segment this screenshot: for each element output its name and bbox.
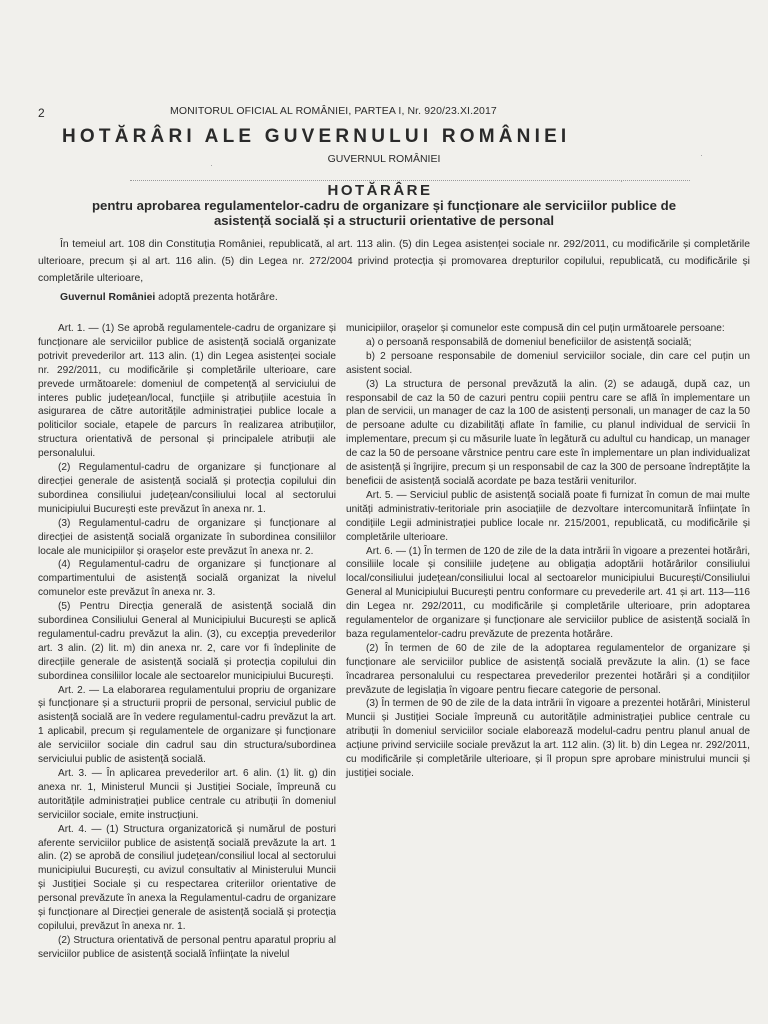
paragraph: Art. 6. — (1) În termen de 120 de zile de la data intrării în vigoare a prezentei hotărâri, consiliile locale și consiliile județene au obligația adoptării hotărârilor consiliului local/consiliului județean/consiliului local al sectoarelor municipiului București/Consiliului General al Municipiului București pentru conformare cu prevederile art. 41 și art. 113—116 din Legea nr. 292/2011, cu modificările și completările ulterioare, prin adoptarea regulamentelor de organizare și funcționare ale serviciilor publice de asistență socială în baza regulamentelor-cadru prevăzute de prezenta hotărâre. [346, 545, 750, 640]
scan-speck: · [210, 160, 213, 170]
document-title [30, 198, 738, 228]
paragraph: (3) În termen de 90 de zile de la data intrării în vigoare a prezentei hotărâri, Ministerul Muncii și Justiției Sociale împreună cu autoritățile administrației publice centrale cu atribuții în domeniul serviciilor sociale elaborează modelul-cadru pentru planul anual de acțiune privind serviciile sociale prevăzut la art. 112 alin. (3) lit. b) din Legea nr. 292/2011, cu modificările și completările ulterioare, și îl propun spre aprobare ministrului muncii și justiției sociale. [346, 698, 750, 779]
paragraph: (3) Regulamentul-cadru de organizare și funcționare al direcției de asistență socială organizate în subordinea consiliilor locale ale municipiilor și orașelor este prevăzut în anexa nr. 2. [38, 517, 336, 557]
right-column [346, 322, 750, 781]
paragraph: Art. 4. — (1) Structura organizatorică și numărul de posturi aferente serviciilor publice de asistență socială prevăzute la art. 1 alin. (2) se aprobă de consiliul județean/consiliul local al sectorului municipiului București, cu avizul consultativ al Ministerului Muncii și Justiției Sociale și cu respectarea criteriilor orientative de personal prevăzute în anexa la Regulamentul-cadru de organizare și funcționare al Direcției generale de asistență socială și protecția copilului, prevăzut în anexa nr. 1. [38, 823, 336, 932]
paragraph: (4) Regulamentul-cadru de organizare și funcționare al compartimentului de asistență socială organizat la nivelul comunelor este prevăzut în anexa nr. 3. [38, 559, 336, 599]
left-column [38, 322, 336, 962]
paragraph: Art. 2. — La elaborarea regulamentului propriu de organizare și funcționare și a structurii proprii de personal, serviciul public de asistență socială are în vedere regulamentul-cadru prevăzut la art. 1 aplicabil, precum și regulamentele de organizare și funcționare ale serviciilor sociale din cadrul sau din structura/subordinea serviciului public de asistență socială. [38, 684, 336, 766]
adoption-rest: adoptă prezenta hotărâre. [155, 292, 278, 303]
document-type: HOTĂRÂRE [327, 182, 433, 199]
page-number: 2 [38, 106, 45, 120]
section-title: HOTĂRÂRI ALE GUVERNULUI ROMÂNIEI [62, 126, 571, 147]
paragraph: b) 2 persoane responsabile de domeniul serviciilor sociale, din care cel puțin un asistent social. [346, 350, 750, 376]
journal-header: MONITORUL OFICIAL AL ROMÂNIEI, PARTEA I, Nr. 920/23.XI.2017 [170, 105, 497, 117]
document-title-line-1: pentru aprobarea regulamentelor-cadru de organizare și funcționare ale serviciilor publice de [91, 198, 677, 213]
paragraph: municipiilor, orașelor și comunelor este compusă din cel puțin următoarele persoane: [346, 323, 725, 334]
paragraph: Art. 3. — În aplicarea prevederilor art. 6 alin. (1) lit. g) din anexa nr. 1, Ministerul Muncii și Justiției Sociale, împreună cu autoritățile administrației publice centrale cu atribuții în domeniul serviciilor sociale, emite instrucțiuni. [38, 768, 336, 821]
issuer-name: GUVERNUL ROMÂNIEI [327, 153, 441, 165]
paragraph: (2) În termen de 60 de zile de la adoptarea regulamentelor de organizare și funcționare ale serviciilor publice de asistență socială prevăzute la alin. (1) se face încadrarea personalului cu respectarea prevederilor prezentei hotărâri și a condițiilor prevăzute de legislația în vigoare pentru fiecare categorie de personal. [346, 642, 750, 696]
scan-speck: · [700, 150, 703, 160]
paragraph: (2) Structura orientativă de personal pentru aparatul propriu al serviciilor publice de asistență socială înființate la nivelul [38, 934, 336, 960]
adoption-subject: Guvernul României [60, 292, 156, 303]
separator-rule [130, 180, 690, 181]
paragraph: Art. 1. — (1) Se aprobă regulamentele-cadru de organizare și funcționare ale serviciilor publice de asistență socială organizate potrivit prevederilor art. 113 alin. (1) din Legea asistenței sociale nr. 292/2011, cu modificările și completările ulterioare, care prevede următoarele: domeniul de competență al serviciului de interes public județean/local, funcțiile și atribuțiile acestuia în asigurarea de către autoritățile administrației publice locale a politicilor sociale, etapele de parcurs în realizarea atribuțiilor, structura orientativă de personal și principalele atribuții ale personalului. [38, 323, 336, 460]
paragraph: (5) Pentru Direcția generală de asistență socială din subordinea Consiliului General al Municipiului București se aplică regulamentul-cadru prevăzut la alin. (3), cu excepția prevederilor art. 3 alin. (2) lit. m) din anexa nr. 2, care vor fi îndeplinite de direcțiile generale de asistență socială și protecția copilului din subordinea consiliilor locale ale sectoarelor municipiului București. [38, 601, 336, 682]
paragraph: (2) Regulamentul-cadru de organizare și funcționare al direcției generale de asistență socială și protecția copilului din subordinea consiliului județean/consiliului local al sectorului municipiului București este prevăzut în anexa nr. 1. [38, 462, 336, 515]
paragraph: a) o persoană responsabilă de domeniul beneficiilor de asistență socială; [366, 336, 692, 348]
document-title-line-2: asistență socială și a structurii orientative de personal [213, 213, 555, 228]
paragraph: (3) La structura de personal prevăzută la alin. (2) se adaugă, după caz, un responsabil de caz la 50 de cazuri pentru copiii pentru care se află în implementare un plan de servicii, un manager de caz la 100 de asistenți personali, un manager de caz la 50 de persoane adulte cu dizabilități aflate în familie, cu planul individual de servicii în implementare, precum și cu măsurile luate în legătură cu adultul cu handicap, un manager de caz la 50 de persoane vârstnice pentru care este în implementare un plan individualizat de asistență și îngrijire, precum și un responsabil de caz la 300 de persoane îndreptățite la beneficii de asistență socială acordate pe baza testării veniturilor. [346, 378, 750, 487]
paragraph: Art. 5. — Serviciul public de asistență socială poate fi furnizat în comun de mai multe unități administrativ-teritoriale prin asociațiile de dezvoltare intercomunitară înființate în condițiile Legii administrației publice locale nr. 215/2001, republicată, cu modificările și completările ulterioare. [346, 489, 750, 543]
legal-basis-preamble: În temeiul art. 108 din Constituția României, republicată, al art. 113 alin. (5) din Legea asistenței sociale nr. 292/2011, cu modificările și completările ulterioare, precum și al art. 116 alin. (5) din Legea nr. 272/2004 privind protecția și promovarea drepturilor copilului, republicată, cu modificările și completările ulterioare, [38, 239, 750, 284]
adoption-formula [60, 292, 278, 303]
scan-speck: · [620, 176, 623, 186]
